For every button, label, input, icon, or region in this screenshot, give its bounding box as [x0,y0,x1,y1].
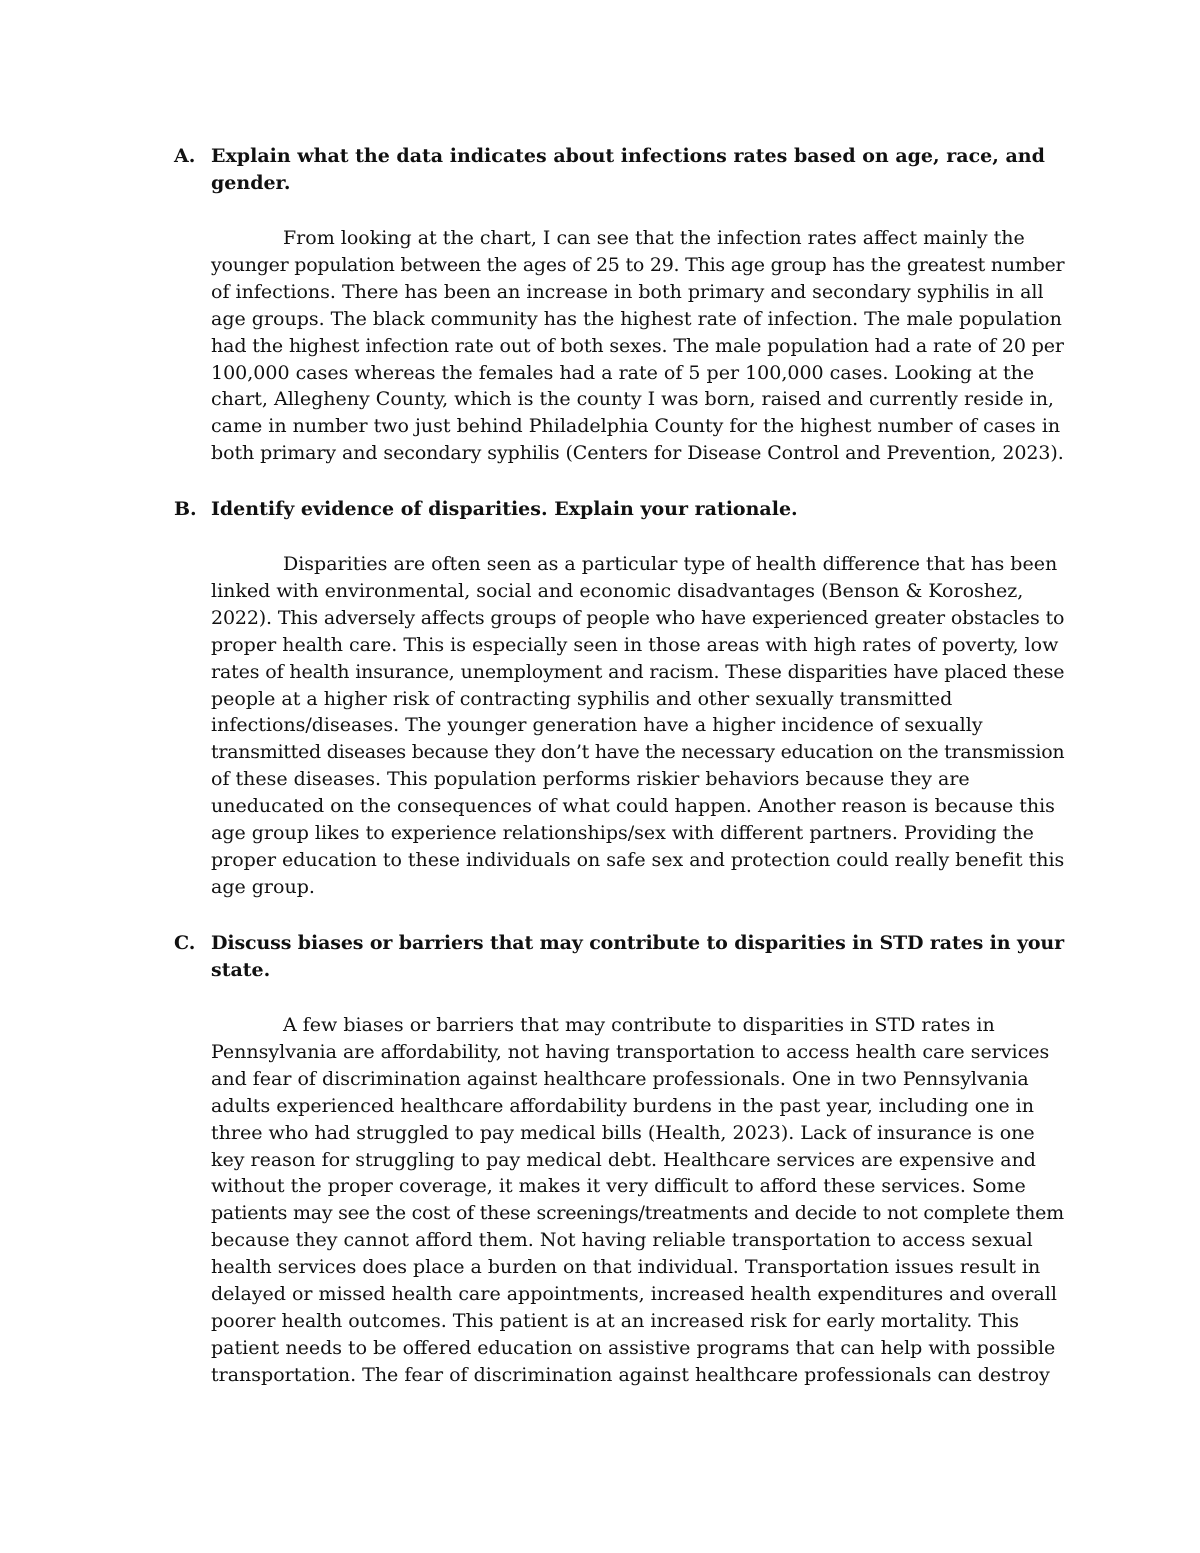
section-c [174,930,1064,1389]
body-line: because they cannot afford them. Not having reliable transportation to access sexual [211,1229,1033,1252]
body-line: younger population between the ages of 25 to 29. This age group has the greatest number [211,253,1065,276]
heading-line: Explain what the data indicates about infections rates based on age, race, and [211,145,1045,167]
section-a-heading [174,143,1064,197]
body-line: both primary and secondary syphilis (Centers for Disease Control and Prevention, 2023). [211,442,1064,465]
body-line: of infections. There has been an increase in both primary and secondary syphilis in all [211,280,1044,303]
body-line: 2022). This adversely affects groups of people who have experienced greater obstacles to [211,606,1065,629]
body-line: of these diseases. This population performs riskier behaviors because they are [211,768,970,791]
body-line: adults experienced healthcare affordability burdens in the past year, including one in [211,1094,1034,1117]
heading-line: state. [211,959,271,981]
body-line: infections/diseases. The younger generation have a higher incidence of sexually [211,714,983,737]
body-line: transmitted diseases because they don’t have the necessary education on the transmission [211,741,1065,764]
body-line: delayed or missed health care appointments, increased health expenditures and overall [211,1283,1057,1306]
heading-line: gender. [211,172,291,194]
body-line: health services does place a burden on that individual. Transportation issues result in [211,1256,1041,1279]
section-b-body [174,551,1064,901]
body-line: patients may see the cost of these screenings/treatments and decide to not complete them [211,1202,1064,1225]
body-line: people at a higher risk of contracting syphilis and other sexually transmitted [211,687,953,710]
section-c-letter: C. [174,932,196,954]
section-a [174,143,1064,467]
body-line: key reason for struggling to pay medical debt. Healthcare services are expensive and [211,1148,1036,1171]
body-line: Disparities are often seen as a particular type of health difference that has been [283,553,1058,575]
body-line: age group. [211,875,315,898]
section-c-body [174,1012,1064,1389]
body-line: proper health care. This is especially seen in those areas with high rates of poverty, low [211,633,1059,656]
body-line: and fear of discrimination against healthcare professionals. One in two Pennsylvania [211,1067,1029,1090]
section-a-body [174,225,1064,467]
body-line: Pennsylvania are affordability, not having transportation to access health care services [211,1040,1050,1063]
body-line: age groups. The black community has the highest rate of infection. The male population [211,307,1062,330]
body-line: chart, Allegheny County, which is the county I was born, raised and currently reside in, [211,388,1054,411]
heading-line: Discuss biases or barriers that may contribute to disparities in STD rates in your [211,932,1064,954]
body-line: had the highest infection rate out of both sexes. The male population had a rate of 20 per [211,334,1064,357]
body-line: proper education to these individuals on safe sex and protection could really benefit this [211,848,1065,871]
body-line: linked with environmental, social and economic disadvantages (Benson & Koroshez, [211,579,1024,602]
section-a-letter: A. [174,145,196,167]
body-line: poorer health outcomes. This patient is at an increased risk for early mortality. This [211,1309,1020,1332]
body-line: A few biases or barriers that may contribute to disparities in STD rates in [283,1014,995,1036]
body-line: patient needs to be offered education on assistive programs that can help with possible [211,1336,1056,1359]
body-line: three who had struggled to pay medical bills (Health, 2023). Lack of insurance is one [211,1121,1035,1144]
section-b-heading [174,496,1064,523]
heading-line: Identify evidence of disparities. Explain your rationale. [211,498,798,520]
body-line: 100,000 cases whereas the females had a rate of 5 per 100,000 cases. Looking at the [211,361,1035,384]
section-b [174,496,1064,901]
body-line: uneducated on the consequences of what could happen. Another reason is because this [211,795,1055,818]
body-line: transportation. The fear of discrimination against healthcare professionals can destroy [211,1363,1050,1386]
section-b-letter: B. [174,498,197,520]
body-line: age group likes to experience relationships/sex with different partners. Providing the [211,822,1034,845]
section-c-heading [174,930,1064,984]
body-line: From looking at the chart, I can see that the infection rates affect mainly the [283,227,1025,249]
body-line: without the proper coverage, it makes it very difficult to afford these services. Some [211,1175,1026,1198]
body-line: came in number two just behind Philadelphia County for the highest number of cases in [211,415,1061,438]
body-line: rates of health insurance, unemployment and racism. These disparities have placed these [211,660,1065,683]
